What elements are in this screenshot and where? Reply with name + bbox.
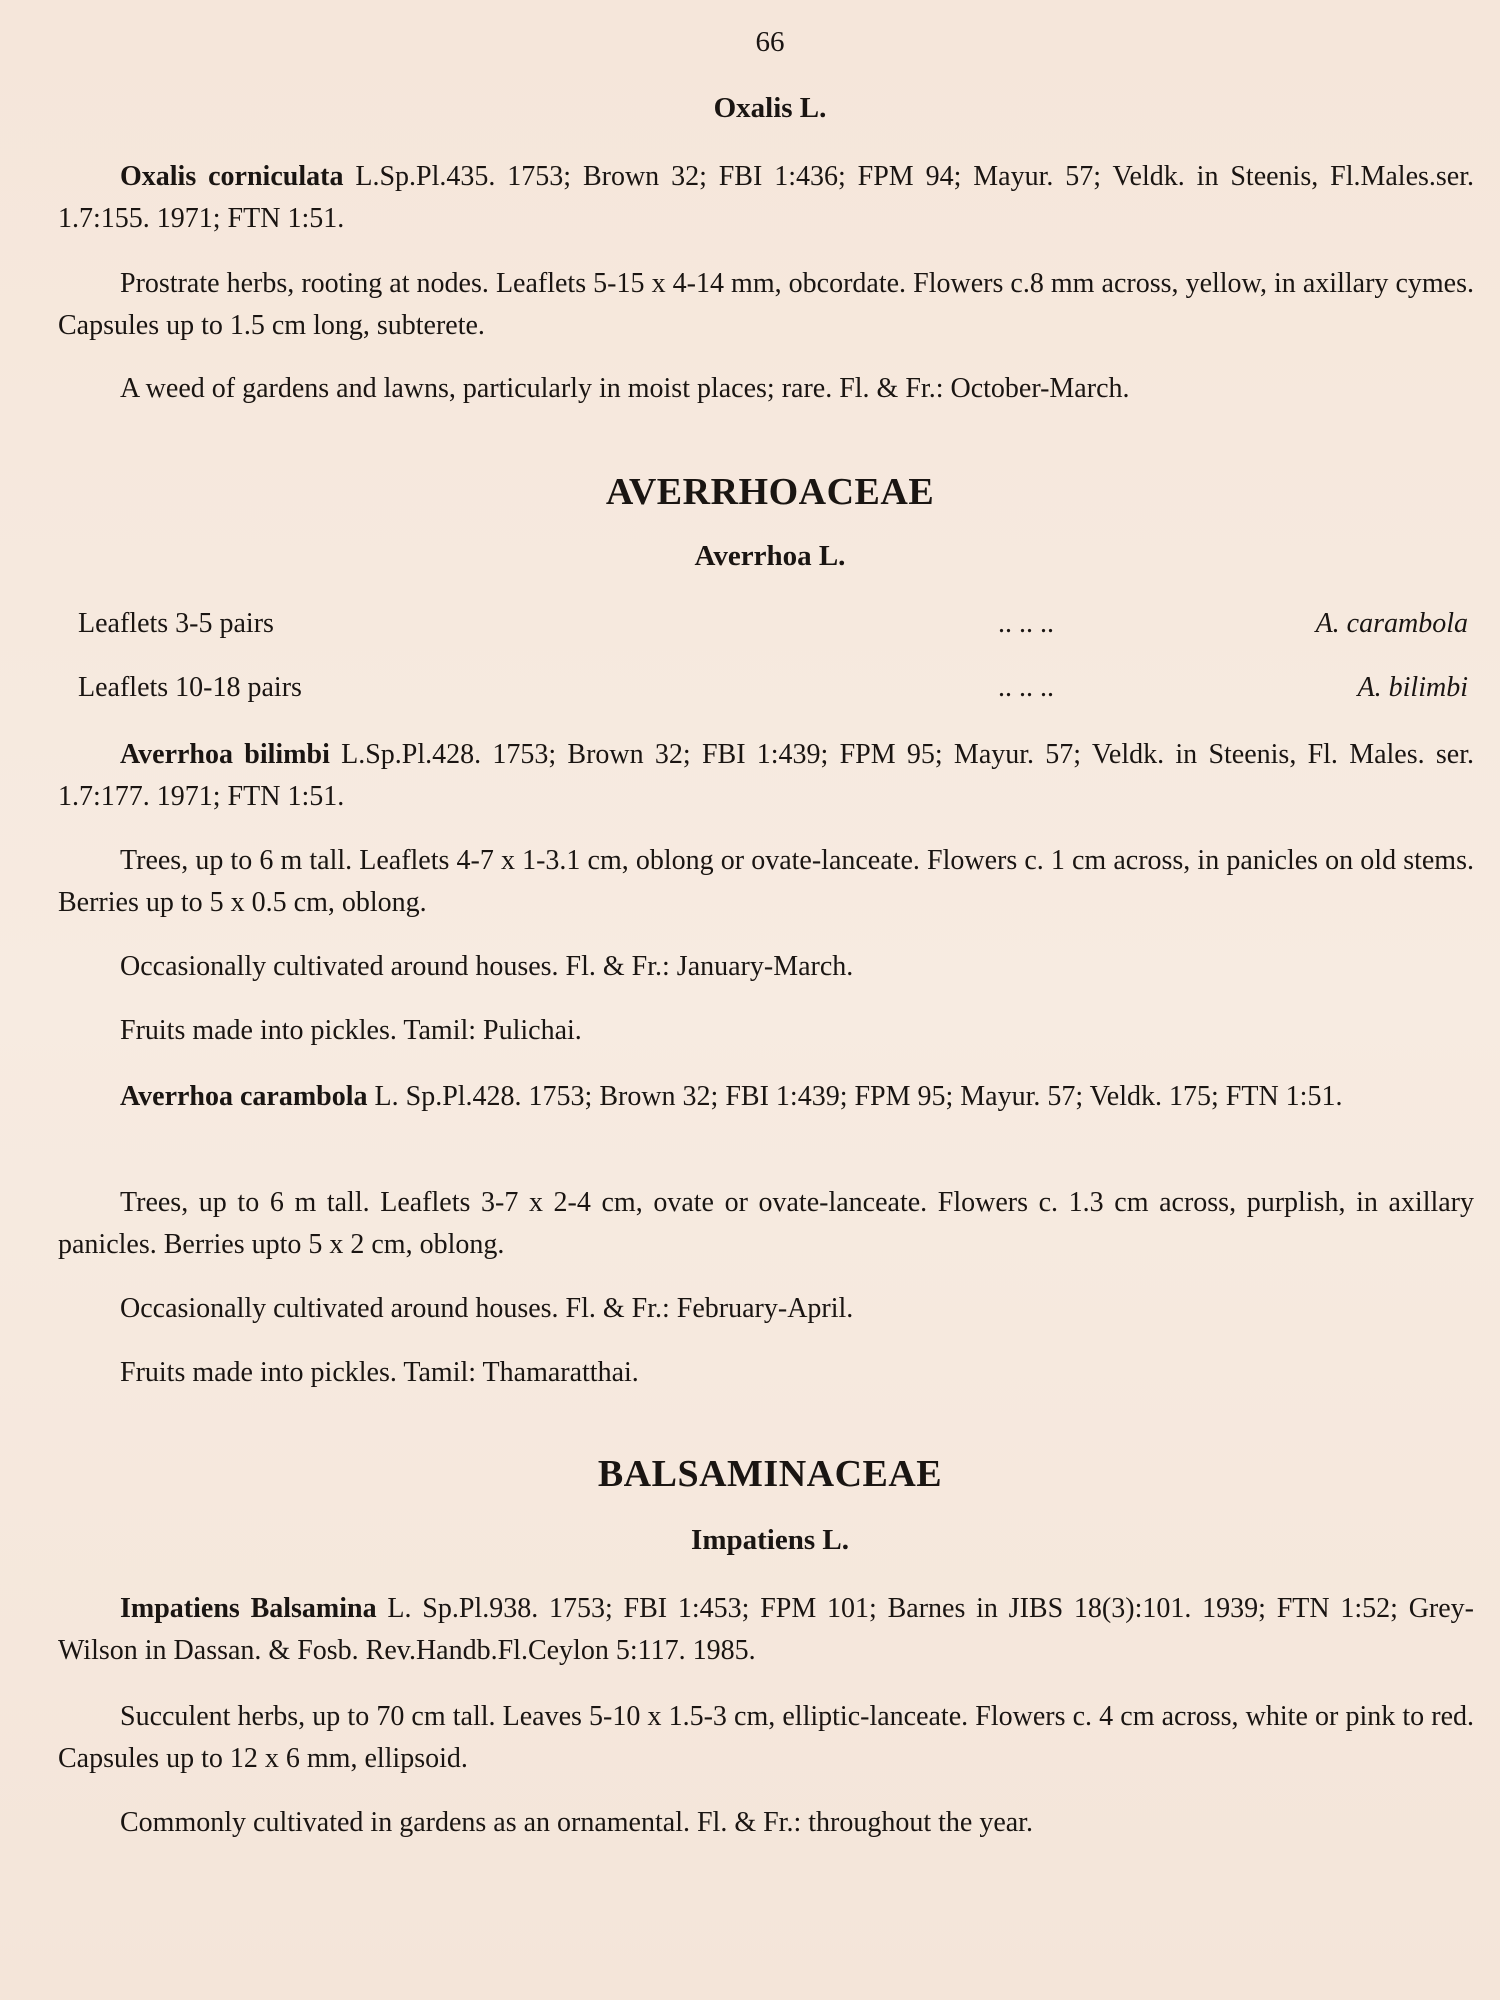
page-number: 66 — [755, 26, 785, 58]
species-name: Impatiens Balsamina — [120, 1593, 377, 1624]
species-name: Oxalis corniculata — [120, 161, 344, 192]
key-dots: .. .. .. — [998, 672, 1054, 703]
key-lead: Leaflets 10-18 pairs — [78, 672, 302, 703]
key-taxon: A. bilimbi — [1357, 672, 1468, 703]
citation-text: L.Sp.Pl.435. 1753; Brown 32; FBI 1:436; FPM 94; Mayur. 57; Veldk. in Steenis, Fl.Males.ser. 1.7:155. 1971; FTN 1:51. — [58, 161, 1474, 234]
species-name: Averrhoa carambola — [120, 1081, 368, 1112]
species-habitat: Commonly cultivated in gardens as an ornamental. Fl. & Fr.: throughout the year. — [120, 1807, 1033, 1838]
key-line — [58, 672, 1468, 708]
species-citation-impatiens-balsamina — [58, 1588, 1474, 1671]
species-description: Succulent herbs, up to 70 cm tall. Leaves 5-10 x 1.5-3 cm, elliptic-lanceate. Flowers c. 4 cm across, white or pink to red. Capsules up to 12 x 6 mm, ellipsoid. — [58, 1701, 1474, 1774]
species-habitat: Occasionally cultivated around houses. Fl. & Fr.: February-April. — [120, 1293, 854, 1324]
species-habitat: Occasionally cultivated around houses. Fl. & Fr.: January-March. — [120, 951, 854, 982]
species-description: Prostrate herbs, rooting at nodes. Leaflets 5-15 x 4-14 mm, obcordate. Flowers c.8 mm across, yellow, in axillary cymes. Capsules up to 1.5 cm long, subterete. — [58, 268, 1474, 341]
species-uses: Fruits made into pickles. Tamil: Thamaratthai. — [120, 1357, 639, 1388]
species-uses: Fruits made into pickles. Tamil: Pulichai. — [120, 1015, 582, 1046]
key-line — [58, 608, 1468, 644]
citation-text: L. Sp.Pl.938. 1753; FBI 1:453; FPM 101; Barnes in JIBS 18(3):101. 1939; FTN 1:52; Grey-Wilson in Dassan. & Fosb. Rev.Handb.Fl.Ceylon 5:117. 1985. — [58, 1593, 1475, 1666]
key-taxon: A. carambola — [1315, 608, 1468, 639]
key-lead: Leaflets 3-5 pairs — [78, 608, 274, 639]
family-heading-averrhoaceae: AVERRHOACEAE — [605, 471, 935, 513]
genus-heading-impatiens: Impatiens L. — [691, 1524, 849, 1556]
citation-text: L. Sp.Pl.428. 1753; Brown 32; FBI 1:439; FPM 95; Mayur. 57; Veldk. 175; FTN 1:51. — [367, 1081, 1343, 1112]
key-dots: .. .. .. — [998, 608, 1054, 639]
species-citation-averrhoa-carambola — [58, 1076, 1474, 1118]
family-heading-balsaminaceae: BALSAMINACEAE — [597, 1453, 943, 1495]
genus-heading-averrhoa: Averrhoa L. — [694, 540, 846, 572]
citation-text: L.Sp.Pl.428. 1753; Brown 32; FBI 1:439; FPM 95; Mayur. 57; Veldk. in Steenis, Fl. Males. ser. 1.7:177. 1971; FTN 1:51. — [58, 739, 1474, 812]
genus-heading-oxalis: Oxalis L. — [713, 92, 827, 124]
species-habitat: A weed of gardens and lawns, particularly in moist places; rare. Fl. & Fr.: October-March. — [120, 373, 1130, 404]
species-name: Averrhoa bilimbi — [120, 739, 330, 770]
species-citation-averrhoa-bilimbi — [58, 734, 1474, 817]
species-citation-oxalis-corniculata — [58, 156, 1474, 239]
species-description: Trees, up to 6 m tall. Leaflets 3-7 x 2-4 cm, ovate or ovate-lanceate. Flowers c. 1.3 cm across, purplish, in axillary panicles. Berries upto 5 x 2 cm, oblong. — [58, 1187, 1474, 1260]
species-description: Trees, up to 6 m tall. Leaflets 4-7 x 1-3.1 cm, oblong or ovate-lanceate. Flowers c. 1 cm across, in panicles on old stems. Berries up to 5 x 0.5 cm, oblong. — [58, 845, 1474, 918]
